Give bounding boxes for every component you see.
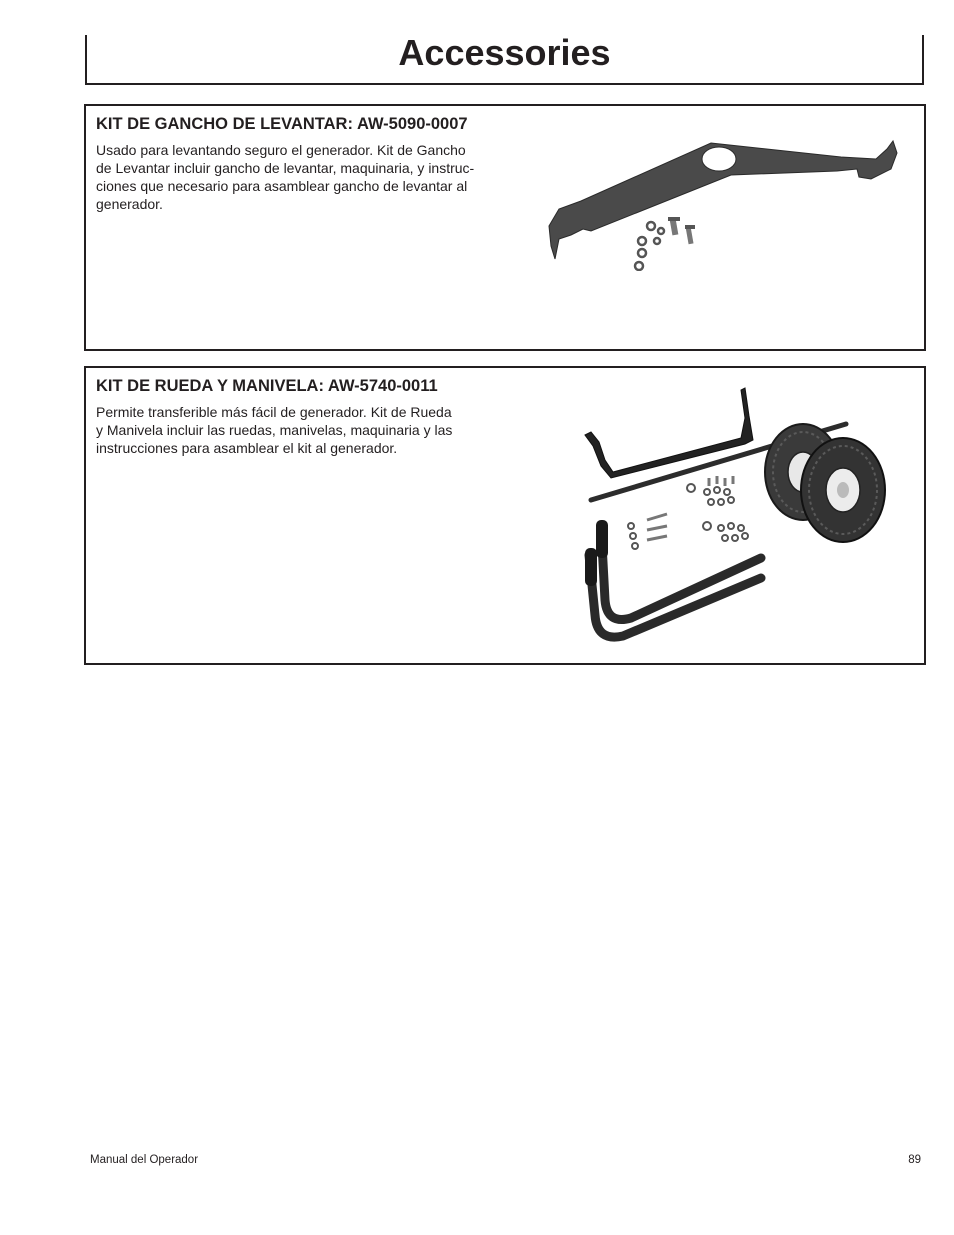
kit-lifting-hook (84, 104, 926, 351)
footer-manual-name: Manual del Operador (90, 1154, 199, 1166)
description-line: de Levantar incluir gancho de levantar, maquinaria, y instruc- (96, 160, 475, 176)
description-line: ciones que necesario para asamblear gancho de levantar al (96, 178, 468, 194)
kit-description (96, 141, 526, 213)
page-title: Accessories (398, 32, 611, 73)
wheel-handle-kit-image (571, 380, 916, 645)
description-line: generador. (96, 196, 163, 212)
description-line: y Manivela incluir las ruedas, manivelas, maquinaria y las (96, 422, 453, 438)
lifting-hook-kit-image (541, 131, 911, 271)
kit-heading: KIT DE RUEDA Y MANIVELA: AW-5740-0011 (96, 377, 438, 395)
kit-description (96, 403, 526, 457)
footer-page-number: 89 (908, 1154, 921, 1166)
description-line: instrucciones para asamblear el kit al generador. (96, 440, 398, 456)
description-line: Permite transferible más fácil de generador. Kit de Rueda (96, 404, 452, 420)
description-line: Usado para levantando seguro el generador. Kit de Gancho (96, 142, 466, 158)
title-box (85, 32, 924, 85)
kit-wheel-handle (84, 366, 926, 665)
kit-heading: KIT DE GANCHO DE LEVANTAR: AW-5090-0007 (96, 115, 468, 133)
